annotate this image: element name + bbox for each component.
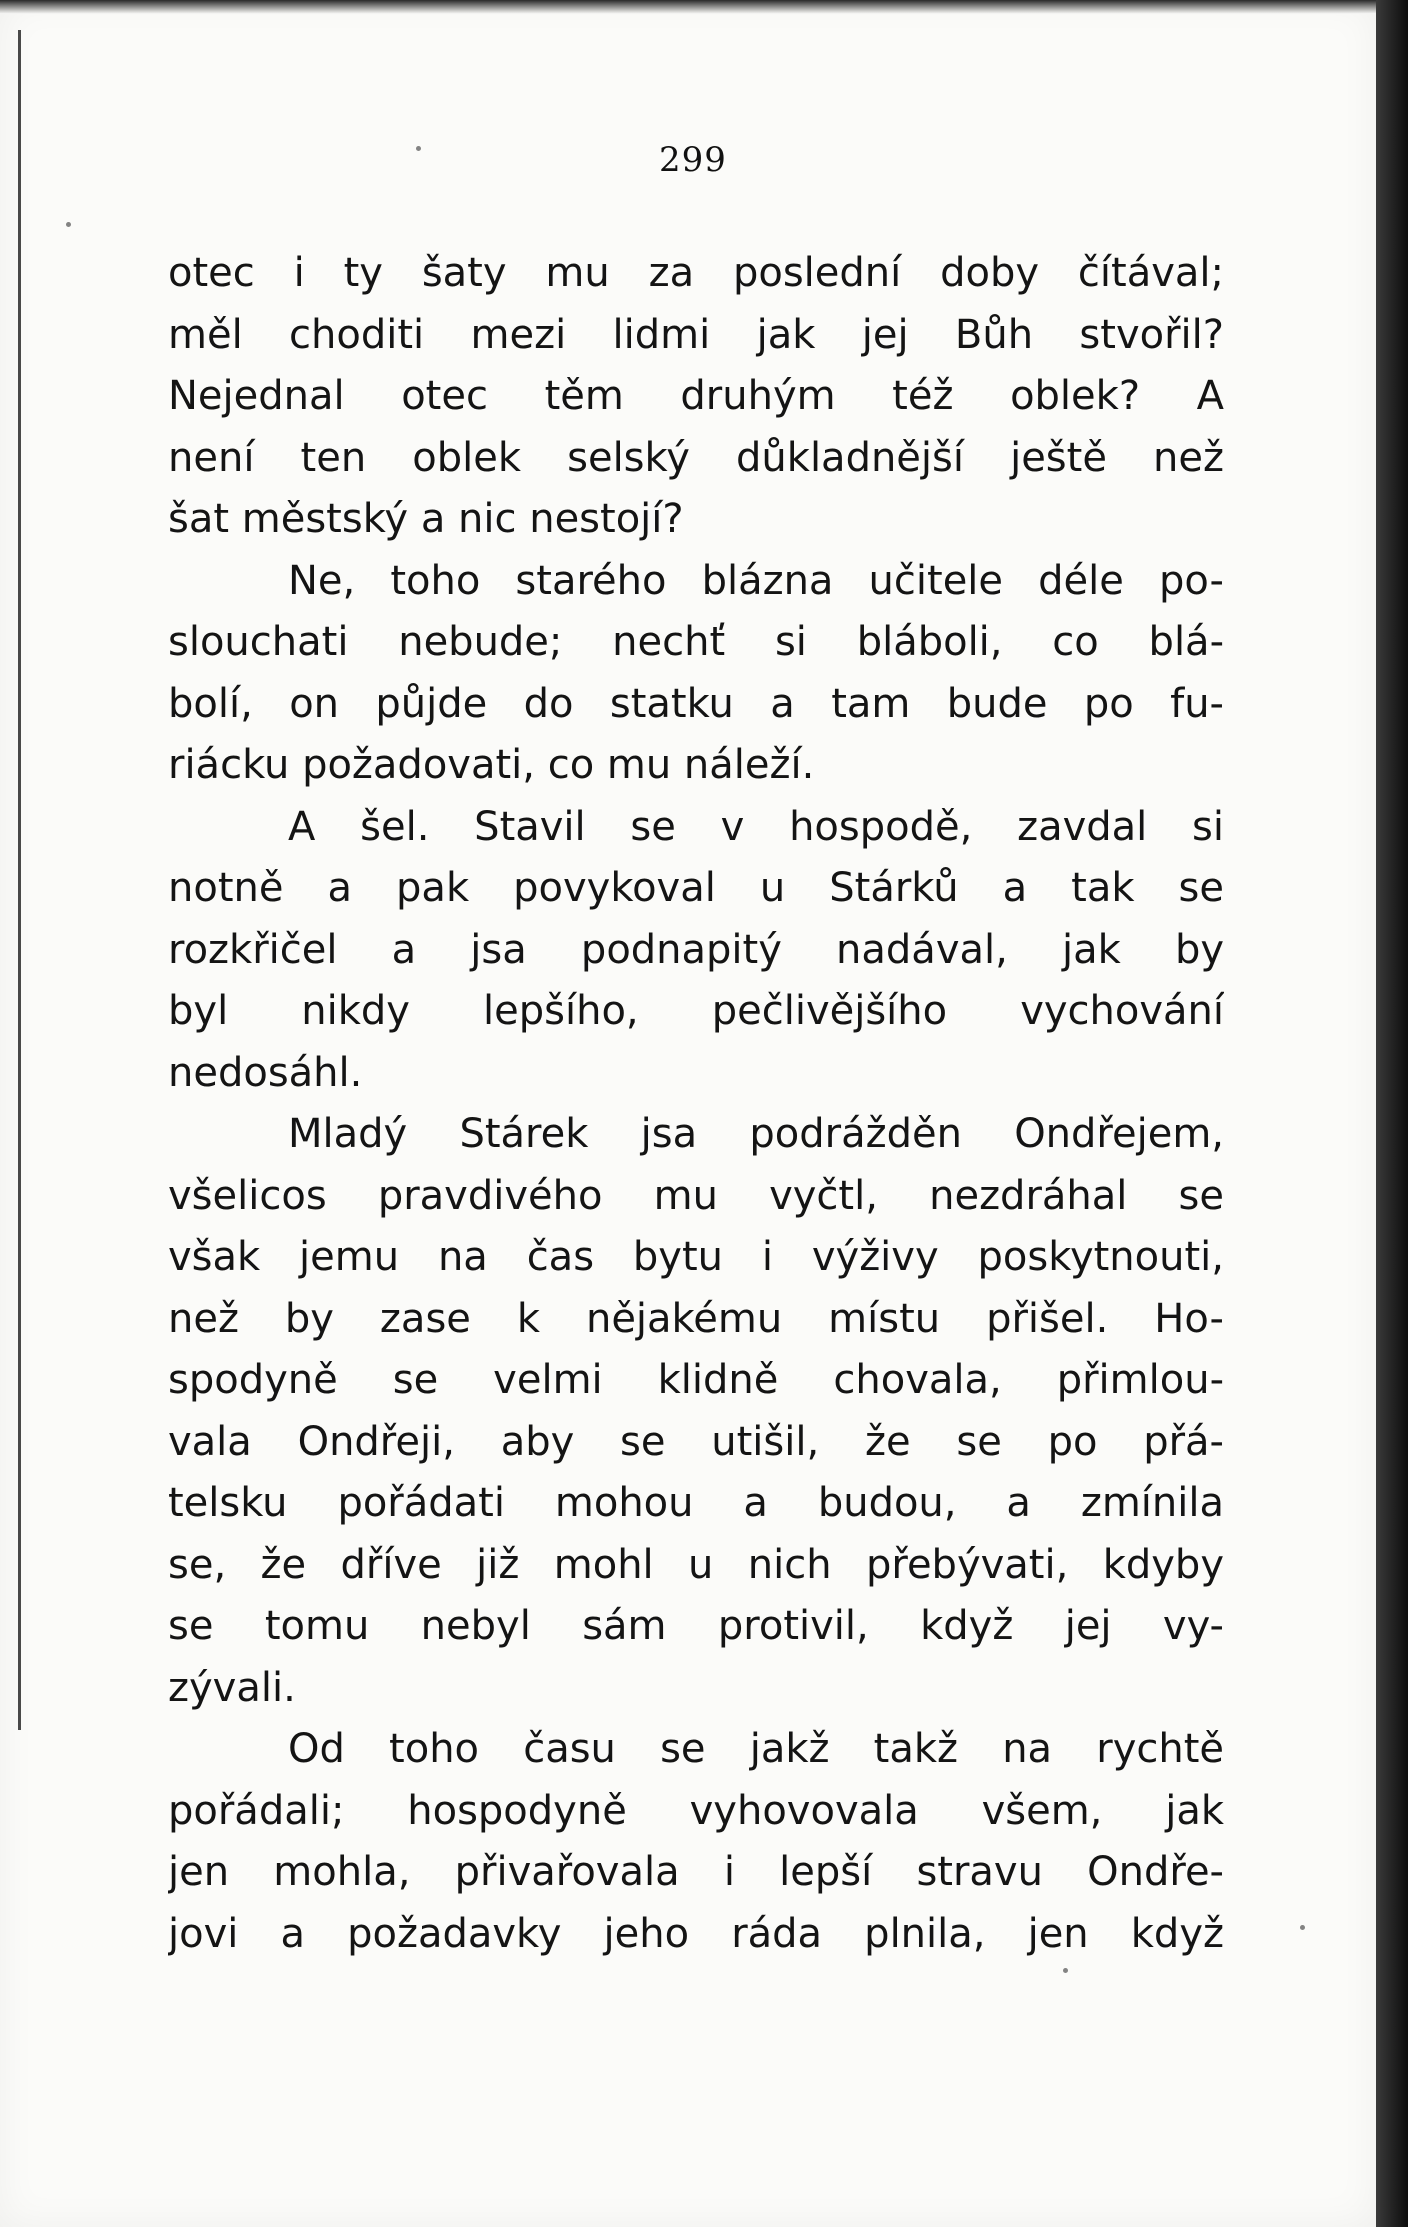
text-line: pořádali; hospodyně vyhovovala všem, jak — [168, 1787, 1224, 1834]
page-left-binding-edge — [18, 30, 21, 1730]
text-line: riácku požadovati, co mu náleží. — [168, 742, 815, 788]
text-line: však jemu na čas bytu i výživy poskytnouti, — [168, 1234, 1224, 1280]
text-line: slouchati nebude; nechť si bláboli, co blá- — [168, 619, 1224, 665]
text-line: rozkřičel a jsa podnapitý nadával, jak by — [168, 926, 1224, 973]
text-line: Od toho času se jakž takž na rychtě — [288, 1726, 1224, 1772]
page-top-edge-shadow — [0, 0, 1376, 14]
ink-speck — [66, 222, 71, 227]
text-line: A šel. Stavil se v hospodě, zavdal si — [288, 803, 1224, 850]
text-line: všelicos pravdivého mu vyčtl, nezdráhal se — [168, 1172, 1224, 1219]
text-line: Nejednal otec těm druhým též oblek? A — [168, 373, 1224, 419]
text-line: není ten oblek selský důkladnější ještě než — [168, 434, 1224, 481]
text-line: telsku pořádati mohou a budou, a zmínila — [168, 1480, 1224, 1526]
text-line: nedosáhl. — [168, 1049, 363, 1096]
text-line: zývali. — [168, 1664, 296, 1711]
text-line: šat městský a nic nestojí? — [168, 496, 684, 542]
text-line: notně a pak povykoval u Stárků a tak se — [168, 865, 1224, 911]
text-line: Ne, toho starého blázna učitele déle po- — [288, 557, 1224, 604]
text-line: Mladý Stárek jsa podrážděn Ondřejem, — [288, 1111, 1224, 1157]
text-line: jen mohla, přivařovala i lepší stravu Ondře- — [168, 1849, 1224, 1895]
text-line: vala Ondřeji, aby se utišil, že se po přá- — [168, 1418, 1224, 1465]
text-line: bolí, on půjde do statku a tam bude po fu- — [168, 680, 1224, 727]
text-line: měl choditi mezi lidmi jak jej Bůh stvořil? — [168, 311, 1224, 358]
page-number: 299 — [659, 140, 727, 180]
body-text — [168, 243, 1224, 1965]
ink-speck — [1300, 1925, 1305, 1930]
text-line: než by zase k nějakému místu přišel. Ho- — [168, 1295, 1224, 1342]
text-line: se tomu nebyl sám protivil, když jej vy- — [168, 1603, 1224, 1649]
page-right-edge-shadow — [1376, 0, 1408, 2227]
text-line: byl nikdy lepšího, pečlivějšího vychování — [168, 988, 1224, 1034]
text-line: se, že dříve již mohl u nich přebývati, kdyby — [168, 1541, 1224, 1588]
ink-speck — [1063, 1968, 1068, 1973]
text-line: spodyně se velmi klidně chovala, přimlou- — [168, 1357, 1224, 1403]
text-line: otec i ty šaty mu za poslední doby čítával; — [168, 250, 1224, 296]
text-line: jovi a požadavky jeho ráda plnila, jen když — [168, 1910, 1224, 1957]
